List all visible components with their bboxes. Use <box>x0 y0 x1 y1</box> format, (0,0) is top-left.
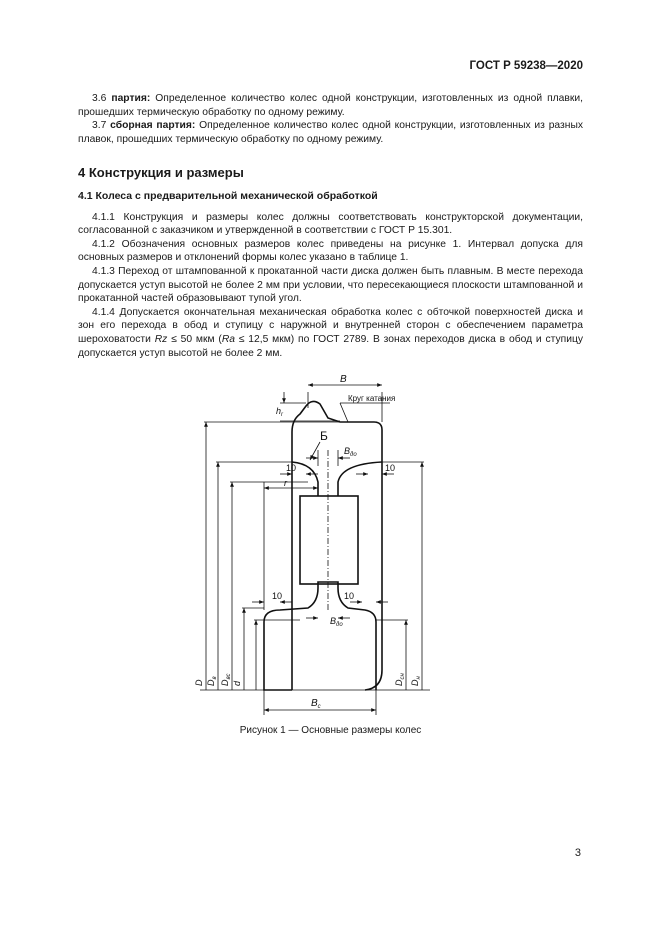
wheel-profile <box>264 401 382 690</box>
document-code: ГОСТ Р 59238—2020 <box>469 60 583 72</box>
label-krug-kataniya: Круг катания <box>348 394 396 403</box>
term: сборная партия: <box>110 120 196 132</box>
text-part: ≤ 12,5 мкм) по ГОСТ 2789. В зонах переходов диска в обод и ступицу допускается уступ высотой не более 2 мм. <box>78 333 584 359</box>
label-dn: $D_н$ <box>410 676 422 686</box>
paragraph-4-1-2: 4.1.2 Обозначения основных размеров колес приведены на рисунке 1. Интервал допуска для основных размеров и отклонений формы колес указано в таблице 1. <box>78 238 583 264</box>
label-bc: $B_с$ <box>311 698 321 710</box>
symbol-rz: Rz <box>154 333 168 345</box>
wheel-dimensions-figure <box>180 370 480 720</box>
figure-caption: Рисунок 1 — Основные размеры колес <box>239 725 422 736</box>
definition: Определенное количество колес одной конструкции, изготовленных из одной плавки, прошедших термическую обработку по одному режиму. <box>78 93 583 118</box>
label-bdo-bottom: $B_{до}$ <box>330 616 343 628</box>
label-view-b: Б <box>320 429 328 443</box>
subsection-title: 4.1 Колеса с предварительной механической обработкой <box>78 189 378 202</box>
paragraph-3-7 <box>78 119 583 146</box>
figure-labels <box>194 374 422 710</box>
symbol-ra: Ra <box>221 333 235 345</box>
paragraph-4-1-4 <box>78 306 583 360</box>
text-body <box>78 92 583 360</box>
definition: Определенное количество колес одной конструкции, изготовленных из разных плавок, прошедших термическую обработку по одному режиму. <box>78 120 583 145</box>
clause-number: 3.7 <box>92 120 111 132</box>
wheel-drawing <box>180 370 480 720</box>
label-10-bottom-left: 10 <box>272 591 283 601</box>
paragraph-3-6 <box>78 92 583 119</box>
label-dvs: $D_{вс}$ <box>220 673 232 686</box>
label-d-outer: D <box>194 679 204 686</box>
dimension-lines <box>200 385 430 715</box>
label-10-top-right: 10 <box>385 463 396 473</box>
label-bdo-top: $B_{до}$ <box>344 446 357 458</box>
text-part: ≤ 50 мкм ( <box>167 333 222 345</box>
page-number: 3 <box>574 847 581 859</box>
section-title: 4 Конструкция и размеры <box>78 165 244 181</box>
label-db: $D_в$ <box>206 676 218 686</box>
text-part: 4.1.4 Допускается окончательная механическая обработка колес с обточкой поверхностей диска и зон его перехода в обод и ступицу с наружной и внутренней сторон с обеспечением параметра шероховатости <box>78 306 583 345</box>
label-r: r <box>284 478 287 488</box>
paragraph-4-1-1: 4.1.1 Конструкция и размеры колес должны соответствовать конструкторской документации, согласованной с заказчиком и утвержденной в соответствии с ГОСТ Р 15.301. <box>78 211 583 237</box>
paragraph-4-1-3: 4.1.3 Переход от штампованной к прокатанной части диска должен быть плавным. В месте перехода допускается уступ высотой не более 2 мм при условии, что пересекающиеся плоскости штампованной и прокатанной частей образовывают тупой угол. <box>78 265 583 305</box>
label-dsn: $D_{сн}$ <box>394 673 406 686</box>
clause-number: 3.6 <box>92 93 112 104</box>
label-h: $h_r$ <box>276 406 284 418</box>
term: партия: <box>111 93 151 104</box>
label-d-inner: d <box>232 680 242 686</box>
label-10-top-left: 10 <box>286 463 297 473</box>
label-b: B <box>340 374 347 385</box>
label-10-bottom-right: 10 <box>344 591 355 601</box>
